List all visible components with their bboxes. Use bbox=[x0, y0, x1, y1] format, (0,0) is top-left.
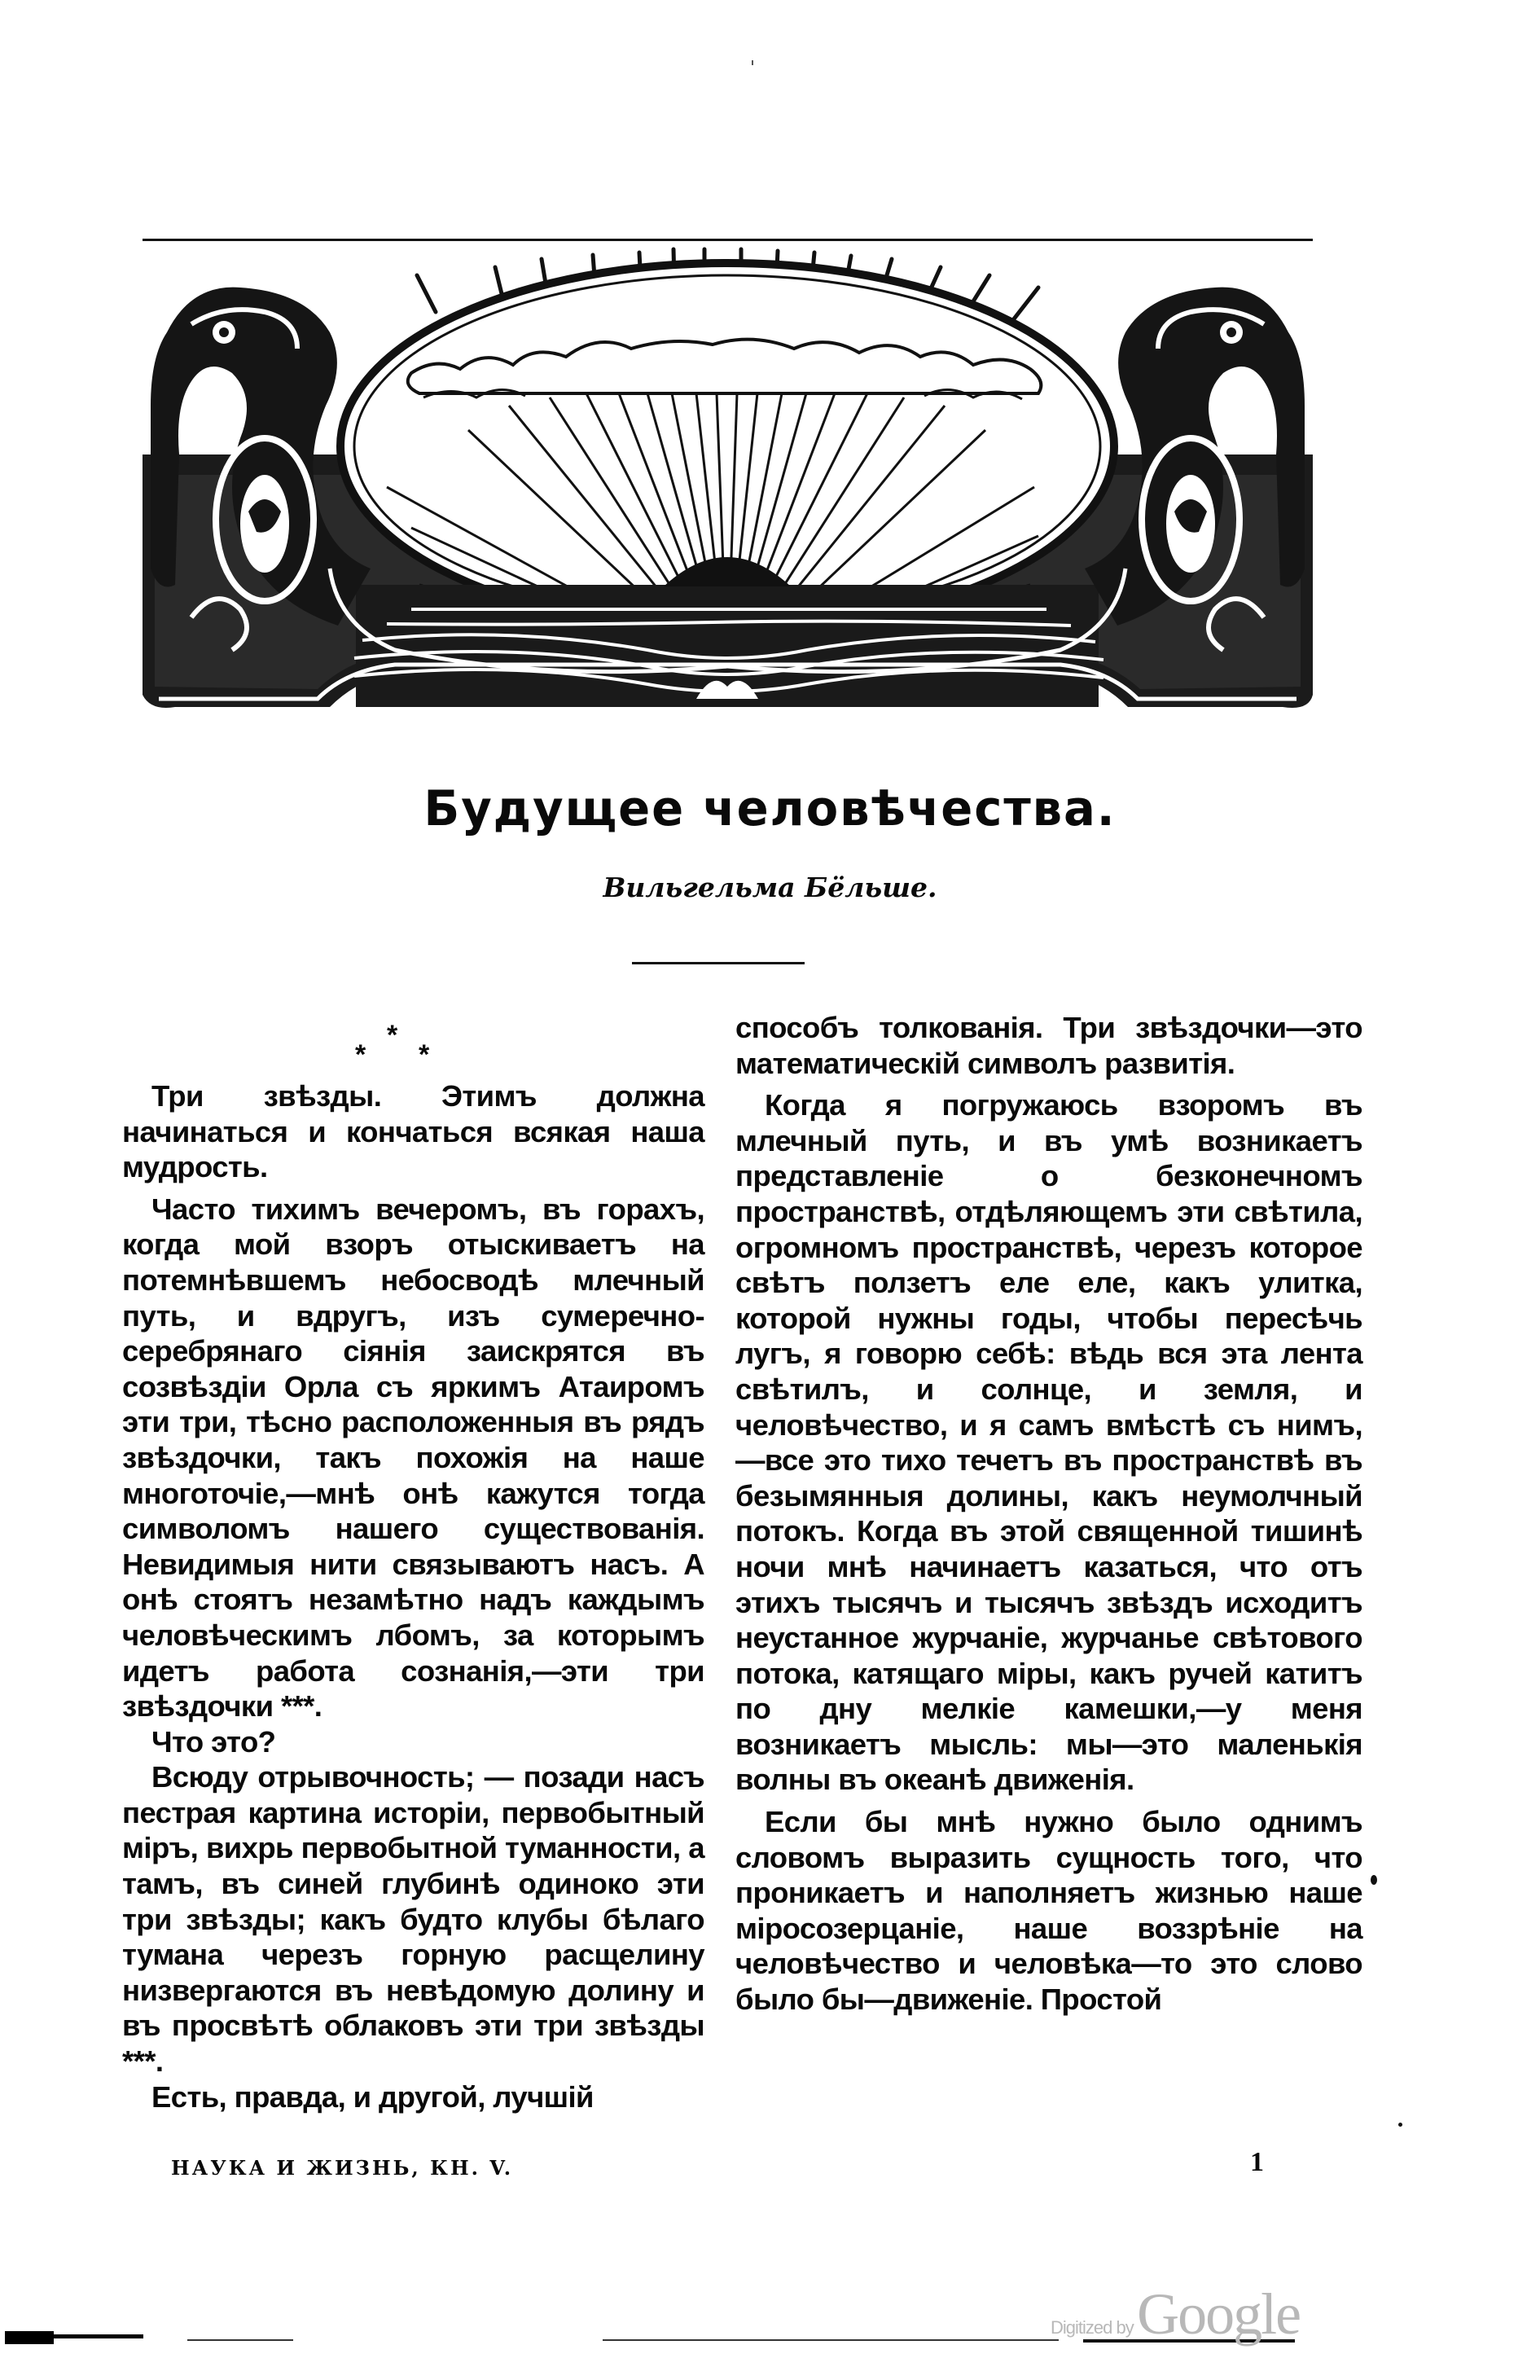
paragraph: Что это? bbox=[151, 1724, 276, 1759]
asterism-star: * bbox=[419, 1039, 429, 1070]
running-footer-journal: НАУКА И ЖИЗНЬ, КН. V. bbox=[171, 2156, 514, 2180]
paragraph: Всюду отрывочность; — позади насъ пестрая картина исторіи, первобытный міръ, вихрь первобытной туманности, а тамъ, въ синей глубинѣ одиноко эти три звѣзды; какъ будто клубы бѣлаго тумана черезъ горную расщелину низвергаются въ невѣдомую долину и въ просвѣтѣ облаковъ эти три звѣзды ***. bbox=[122, 1760, 704, 2079]
header-rule bbox=[143, 239, 1313, 241]
asterism-star: * bbox=[387, 1020, 397, 1051]
page-number: 1 bbox=[1250, 2147, 1264, 2177]
paragraph: Когда я погружаюсь взоромъ въ млечный путь, и въ умѣ возникаетъ представленіе о безконечномъ пространствѣ, отдѣляющемъ эти свѣтила, огромномъ пространствѣ, черезъ которое свѣтъ ползетъ еле еле, какъ улитка, которой нужны годы, чтобы пересѣчь лугъ, я говорю себѣ: вѣдь вся эта лента свѣтилъ, и солнце, и земля, и человѣчество, и я самъ вмѣстѣ съ нимъ,—все это тихо течетъ въ пространствѣ въ безымянныя долины, какъ неумолчный потокъ. Когда въ этой священной тишинѣ ночи мнѣ начинаетъ казаться, что отъ этихъ тысячъ и тысячъ звѣздъ исходитъ неустанное журчаніе, журчанье свѣтового потока, катящаго міры, какъ ручей катитъ по дну мелкіе камешки,—у меня возникаетъ мысль: мы—это маленькія волны въ океанѣ движенія. bbox=[735, 1088, 1362, 1797]
scan-speck bbox=[752, 60, 753, 65]
scan-artifact bbox=[5, 2334, 143, 2338]
paragraph: Если бы мнѣ нужно было однимъ словомъ выразить сущность того, что проникаетъ и наполняетъ жизнью наше міросозерцаніе, наше воззрѣніе на человѣчество и человѣка—то это слово было бы—движеніе. Простой bbox=[735, 1805, 1362, 2017]
text-column-left bbox=[122, 1010, 704, 2114]
scan-artifact bbox=[187, 2339, 293, 2341]
article-author: Вильгельма Бёльше. bbox=[603, 872, 937, 903]
scan-artifact bbox=[1371, 1875, 1377, 1885]
art-nouveau-sunrise-vignette-icon bbox=[143, 243, 1313, 711]
digitized-by-google-watermark bbox=[1051, 2281, 1300, 2348]
asterism-star: * bbox=[355, 1039, 366, 1070]
paragraph: Три звѣзды. Этимъ должна начинаться и кончаться всякая наша мудрость. bbox=[122, 1079, 704, 1184]
paragraph: способъ толкованія. Три звѣздочки—это математическій символъ развитія. bbox=[735, 1011, 1362, 1080]
text-column-right bbox=[735, 1010, 1362, 2018]
google-logo-icon: Google bbox=[1137, 2281, 1301, 2347]
paragraph: Есть, правда, и другой, лучшій bbox=[151, 2079, 594, 2114]
watermark-prefix: Digitized by bbox=[1051, 2317, 1134, 2338]
scan-artifact bbox=[603, 2339, 1059, 2341]
paragraph: Часто тихимъ вечеромъ, въ горахъ, когда мой взоръ отыскиваетъ на потемнѣвшемъ небосводѣ млечный путь, и вдругъ, изъ сумеречно-серебрянаго сіянія заискрятся въ созвѣздіи Орла съ яркимъ Атаиромъ эти три, тѣсно расположенныя въ рядъ звѣздочки, такъ похожія на наше многоточіе,—мнѣ онѣ кажутся тогда символомъ нашего существованія. Невидимыя нити связываютъ насъ. А онѣ стоятъ незамѣтно надъ каждымъ человѣческимъ лбомъ, за которымъ идетъ работа сознанія,—эти три звѣздочки ***. bbox=[122, 1192, 704, 1724]
asterism bbox=[122, 1010, 704, 1078]
title-separator bbox=[632, 962, 805, 964]
scan-artifact bbox=[1398, 2123, 1402, 2127]
article-title: Будущее человѣчества. bbox=[423, 780, 1117, 837]
